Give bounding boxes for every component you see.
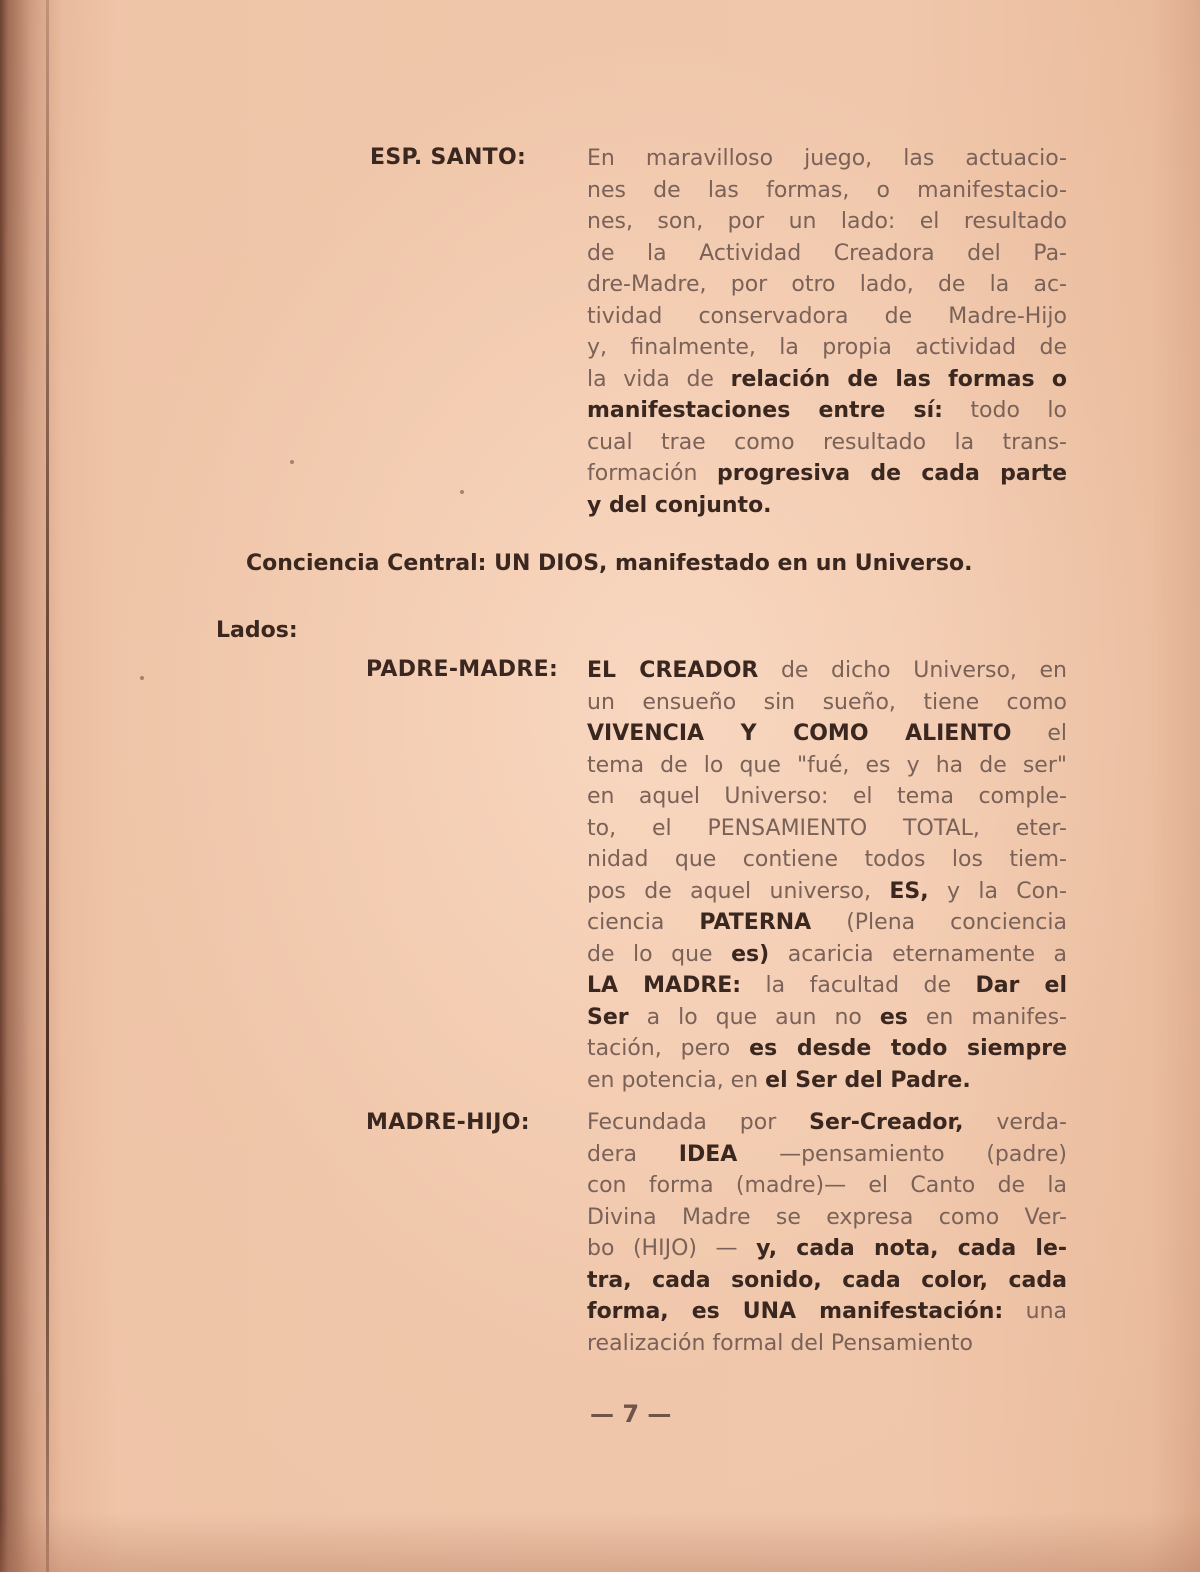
text-line: pos de aquel universo, ES, y la Con- xyxy=(587,878,1067,904)
text-line: nes, son, por un lado: el resultado xyxy=(587,209,1067,234)
esp-santo-label: ESP. SANTO: xyxy=(370,145,527,170)
padre-madre-text xyxy=(587,655,1067,1096)
esp-santo-text xyxy=(587,143,1067,521)
text-line: forma, es UNA manifestación: una xyxy=(587,1299,1067,1324)
text-line: con forma (madre)— el Canto de la xyxy=(587,1173,1067,1198)
text-line: y del conjunto. xyxy=(587,492,772,518)
spine-line xyxy=(46,0,49,1572)
text-line: dre-Madre, por otro lado, de la ac- xyxy=(587,272,1067,297)
text-line: VIVENCIA Y COMO ALIENTO el xyxy=(587,721,1067,746)
paper-speck xyxy=(140,676,144,680)
text-line: formación progresiva de cada parte xyxy=(587,461,1068,486)
text-line: Ser a lo que aun no es en manifes- xyxy=(587,1004,1067,1030)
text-line: la vida de relación de las formas o xyxy=(587,366,1067,392)
text-line: Divina Madre se expresa como Ver- xyxy=(587,1204,1067,1230)
text-line: dera IDEA —pensamiento (padre) xyxy=(587,1141,1067,1167)
text-line: en potencia, en el Ser del Padre. xyxy=(587,1067,971,1093)
text-line: LA MADRE: la facultad de Dar el xyxy=(587,973,1067,998)
text-line: to, el PENSAMIENTO TOTAL, eter- xyxy=(587,815,1067,841)
padre-madre-label: PADRE-MADRE: xyxy=(366,657,559,682)
madre-hijo-label: MADRE-HIJO: xyxy=(366,1110,530,1135)
text-line: tividad conservadora de Madre-Hijo xyxy=(587,303,1067,329)
text-line: de lo que es) acaricia eternamente a xyxy=(587,941,1068,967)
text-line: tación, pero es desde todo siempre xyxy=(587,1036,1067,1061)
text-line: y, finalmente, la propia actividad de xyxy=(587,335,1067,360)
paper-speck xyxy=(290,460,294,464)
text-line: tra, cada sonido, cada color, cada xyxy=(587,1267,1067,1293)
text-line: nes de las formas, o manifestacio- xyxy=(587,177,1067,203)
text-line: un ensueño sin sueño, tiene como xyxy=(587,689,1067,715)
madre-hijo-text xyxy=(587,1107,1067,1359)
text-line: de la Actividad Creadora del Pa- xyxy=(587,240,1067,266)
text-line: manifestaciones entre sí: todo lo xyxy=(587,398,1067,423)
paper-speck xyxy=(460,490,464,494)
text-line: tema de lo que "fué, es y ha de ser" xyxy=(587,752,1067,778)
lados-heading: Lados: xyxy=(216,618,298,643)
text-line: realización formal del Pensamiento xyxy=(587,1330,973,1356)
bottom-shade xyxy=(0,1512,1200,1572)
central-consciousness-line: Conciencia Central: UN DIOS, manifestado en un Universo. xyxy=(246,551,973,576)
text-line: en aquel Universo: el tema comple- xyxy=(587,784,1067,809)
text-line: bo (HIJO) — y, cada nota, cada le- xyxy=(587,1236,1068,1261)
text-line: ciencia PATERNA (Plena conciencia xyxy=(587,910,1067,935)
page-binding-shadow xyxy=(0,0,62,1572)
text-line: nidad que contiene todos los tiem- xyxy=(587,847,1067,872)
text-line: Fecundada por Ser-Creador, verda- xyxy=(587,1110,1067,1135)
text-line: En maravilloso juego, las actuacio- xyxy=(587,146,1067,171)
text-line: EL CREADOR de dicho Universo, en xyxy=(587,658,1067,683)
page-number: — 7 — xyxy=(590,1400,672,1428)
text-line: cual trae como resultado la trans- xyxy=(587,429,1067,455)
